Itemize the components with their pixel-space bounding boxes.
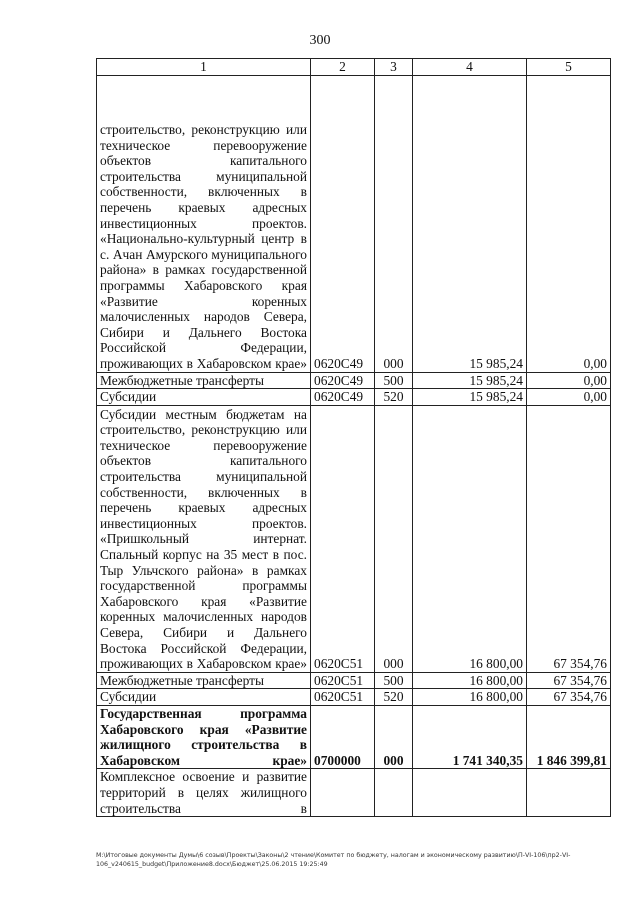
row-expense-type: 520	[375, 389, 413, 406]
row-description: Межбюджетные трансферты	[97, 672, 311, 689]
budget-table	[96, 58, 611, 817]
row-amount-col5	[527, 769, 611, 817]
header-col-1: 1	[97, 59, 311, 76]
table-row	[97, 705, 611, 768]
row-target-code: 0620С51	[311, 689, 375, 706]
row-description: Субсидии	[97, 689, 311, 706]
row-description: строительство, реконструкцию или техническое перевооружение объектов капитального строительства муниципальной собственности, включенных в перечень краевых адресных инвестиционных проектов. «Национально-культурный центр в с. Ачан Амурского муниципального района» в рамках государственной программы Хабаровского края «Развитие коренных малочисленных народов Севера, Сибири и Дальнего Востока Российской Федерации, проживающих в Хабаровском крае»	[97, 75, 311, 372]
row-expense-type: 500	[375, 372, 413, 389]
row-expense-type	[375, 769, 413, 817]
row-amount-col4: 16 800,00	[413, 689, 527, 706]
row-expense-type: 000	[375, 405, 413, 672]
header-col-4: 4	[413, 59, 527, 76]
row-amount-col4: 16 800,00	[413, 672, 527, 689]
row-expense-type: 520	[375, 689, 413, 706]
file-path-footer: M:\Итоговые документы Думы\6 созыв\Проекты\Законы\2 чтение\Комитет по бюджету, налогам и экономическому развитию\П-VI-106\пр2-VI-106_v240615_budget\Приложение8.docx\Бюджет\25.06.2015 19:25:49	[96, 852, 571, 868]
row-amount-col4: 15 985,24	[413, 75, 527, 372]
row-target-code: 0620С49	[311, 372, 375, 389]
table-row	[97, 405, 611, 672]
row-amount-col5: 0,00	[527, 75, 611, 372]
row-description: Межбюджетные трансферты	[97, 372, 311, 389]
table-row	[97, 372, 611, 389]
page-number: 300	[309, 33, 331, 48]
row-amount-col5: 67 354,76	[527, 672, 611, 689]
row-target-code: 0620С49	[311, 389, 375, 406]
header-row	[97, 59, 611, 76]
row-target-code: 0620С51	[311, 405, 375, 672]
header-col-2: 2	[311, 59, 375, 76]
row-expense-type: 500	[375, 672, 413, 689]
row-expense-type: 000	[375, 705, 413, 768]
header-col-5: 5	[527, 59, 611, 76]
row-description: Субсидии	[97, 389, 311, 406]
row-description: Государственная программа Хабаровского края «Развитие жилищного строительства в Хабаровском крае»	[97, 705, 311, 768]
row-amount-col4: 1 741 340,35	[413, 705, 527, 768]
table-row	[97, 769, 611, 817]
row-target-code: 0620С49	[311, 75, 375, 372]
row-amount-col4: 16 800,00	[413, 405, 527, 672]
row-description: Комплексное освоение и развитие территорий в целях жилищного строительства в	[97, 769, 311, 817]
row-amount-col5: 67 354,76	[527, 405, 611, 672]
row-target-code: 0700000	[311, 705, 375, 768]
row-amount-col4	[413, 769, 527, 817]
table-row	[97, 389, 611, 406]
row-amount-col5: 67 354,76	[527, 689, 611, 706]
row-target-code	[311, 769, 375, 817]
row-expense-type: 000	[375, 75, 413, 372]
row-amount-col4: 15 985,24	[413, 372, 527, 389]
table-row	[97, 75, 611, 372]
row-description: Субсидии местным бюджетам на строительство, реконструкцию или техническое перевооружение объектов капитального строительства муниципальной собственности, включенных в перечень краевых адресных инвестиционных проектов. «Пришкольный интернат. Спальный корпус на 35 мест в пос. Тыр Ульчского района» в рамках государственной программы Хабаровского края «Развитие коренных малочисленных народов Севера, Сибири и Дальнего Востока Российской Федерации, проживающих в Хабаровском крае»	[97, 405, 311, 672]
table-row	[97, 672, 611, 689]
header-col-3: 3	[375, 59, 413, 76]
row-amount-col4: 15 985,24	[413, 389, 527, 406]
row-amount-col5: 0,00	[527, 372, 611, 389]
row-amount-col5: 0,00	[527, 389, 611, 406]
table-row	[97, 689, 611, 706]
row-amount-col5: 1 846 399,81	[527, 705, 611, 768]
row-target-code: 0620С51	[311, 672, 375, 689]
